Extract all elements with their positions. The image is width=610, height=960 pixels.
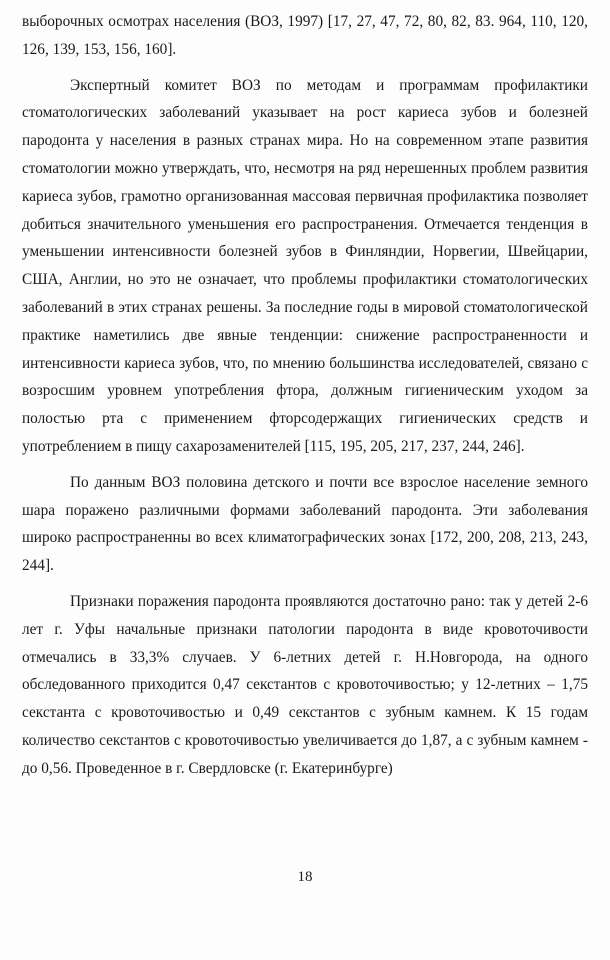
body-text xyxy=(22,8,588,783)
paragraph-who-data: По данным ВОЗ половина детского и почти все взрослое население земного шара поражено различными формами заболеваний пародонта. Эти заболевания широко распространенны во всех климатографических зонах [172, 200, 208, 213, 243, 244]. xyxy=(22,473,588,575)
paragraph-continuation: выборочных осмотрах населения (ВОЗ, 1997) [17, 27, 47, 72, 80, 82, 83. 964, 110, 120, 126, 139, 153, 156, 160]. xyxy=(22,13,588,58)
paragraph-periodontal-signs: Признаки поражения пародонта проявляются достаточно рано: так у детей 2-6 лет г. Уфы начальные признаки патологии пародонта в виде кровоточивости отмечались в 33,3% случаев. У 6-летних детей г. Н.Новгорода, на одного обследованного приходится 0,47 секстантов с кровоточивостью; у 12-летних – 1,75 секстанта с кровоточивостью и 0,49 секстантов с зубным камнем. К 15 годам количество секстантов с кровоточивостью увеличивается до 1,87, а с зубным камнем - до 0,56. Проведенное в г. Свердловске (г. Екатеринбурге) xyxy=(22,592,588,777)
paragraph-who-committee: Экспертный комитет ВОЗ по методам и программам профилактики стоматологических заболеваний указывает на рост кариеса зубов и болезней пародонта у населения в разных странах мира. Но на современном этапе развития стоматологии можно утверждать, что, несмотря на ряд нерешенных проблем развития кариеса зубов, грамотно организованная массовая первичная профилактика позволяет добиться значительного уменьшения его распространения. Отмечается тенденция в уменьшении интенсивности болезней зубов в Финляндии, Норвегии, Швейцарии, США, Англии, но это не означает, что проблемы профилактики стоматологических заболеваний в этих странах решены. За последние годы в мировой стоматологической практике наметились две явные тенденции: снижение распространенности и интенсивности кариеса зубов, что, по мнению большинства исследователей, связано с возросшим уровнем употребления фтора, должным гигиеническим уходом за полостью рта с применением фторсодержащих гигиенических средств и употреблением в пищу сахарозаменителей [115, 195, 205, 217, 237, 244, 246]. xyxy=(22,76,588,455)
page-number: 18 xyxy=(297,869,313,885)
